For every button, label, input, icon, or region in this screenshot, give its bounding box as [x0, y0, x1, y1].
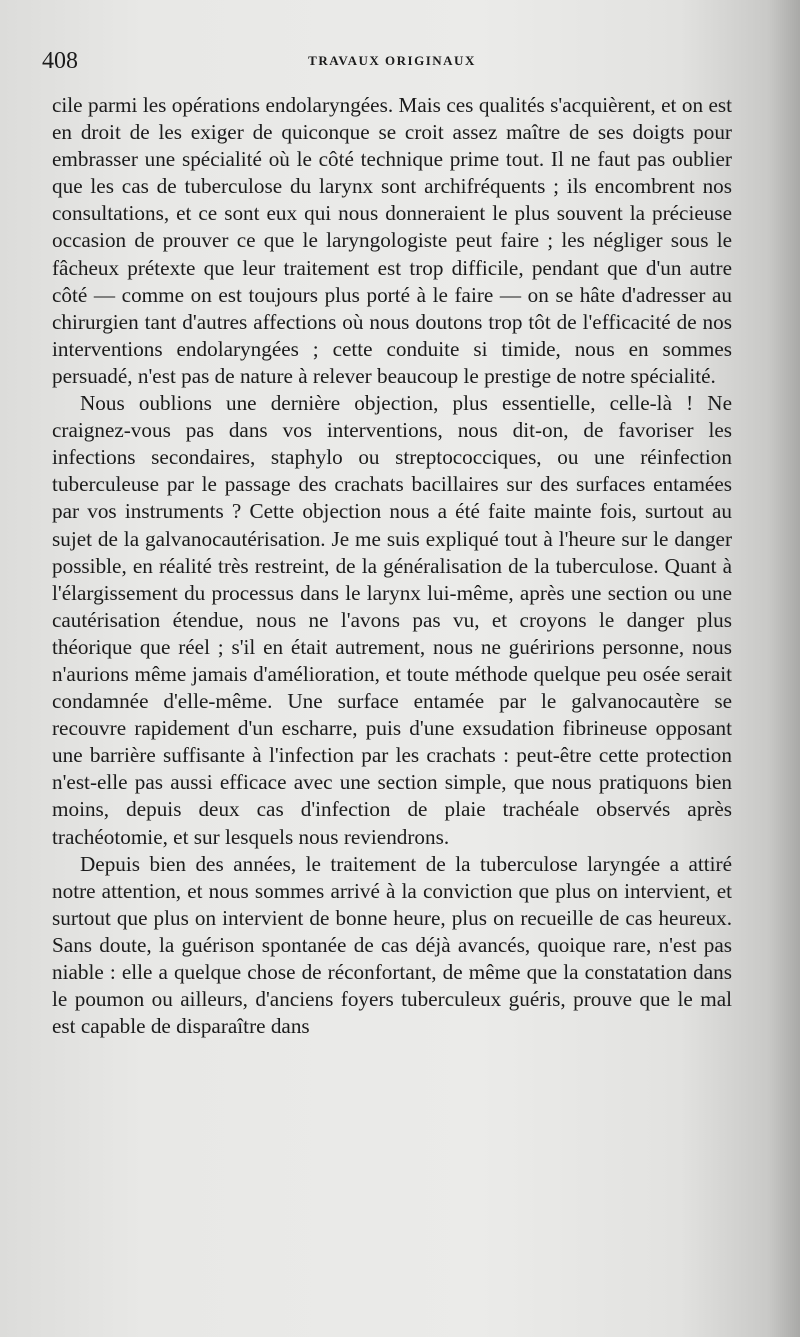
- paragraph-continuation: cile parmi les opérations endolaryngées. Mais ces qualités s'acquièrent, et on est en droit de les exiger de quiconque se croit assez maître de ses doigts pour embrasser une spécialité où le côté technique prime tout. Il ne faut pas oublier que les cas de tuberculose du larynx sont archifréquents ; ils encombrent nos consultations, et ce sont eux qui nous donneraient le plus souvent la précieuse occasion de prouver ce que le laryngologiste peut faire ; les négliger sous le fâcheux prétexte que leur traitement est trop difficile, pendant que d'un autre côté — comme on est toujours plus porté à le faire — on se hâte d'adresser au chirurgien tant d'autres affections où nous doutons trop tôt de l'efficacité de nos interventions endolaryngées ; cette conduite si timide, nous en sommes persuadé, n'est pas de nature à relever beaucoup le prestige de notre spécialité.: [52, 93, 732, 388]
- page-number: 408: [42, 48, 78, 74]
- running-head: TRAVAUX ORIGINAUX: [308, 53, 476, 68]
- body-text: [52, 92, 732, 1040]
- paragraph-treatment: Depuis bien des années, le traitement de la tuberculose laryngée a attiré notre attention, et nous sommes arrivé à la conviction que plus on intervient, et surtout que plus on intervient de bonne heure, plus on recueille de cas heureux. Sans doute, la guérison spontanée de cas déjà avancés, quoique rare, n'est pas niable : elle a quelque chose de réconfortant, de même que la constatation dans le poumon ou ailleurs, d'anciens foyers tuberculeux guéris, prouve que le mal est capable de disparaître dans: [52, 851, 732, 1039]
- page-header: [42, 46, 742, 76]
- paragraph-objection: Nous oublions une dernière objection, plus essentielle, celle-là ! Ne craignez-vous pas dans vos interventions, nous dit-on, de favoriser les infections secondaires, staphylo ou streptococciques, ou une réinfection tuberculeuse par le passage des crachats bacillaires sur des surfaces entamées par vos instruments ? Cette objection nous a été faite mainte fois, surtout au sujet de la galvanocautérisation. Je me suis expliqué tout à l'heure sur le danger possible, en réalité très restreint, de la généralisation de la tuberculose. Quant à l'élargissement du processus dans le larynx lui-même, après une section ou une cautérisation étendue, nous ne l'avons pas vu, et croyons le danger plus théorique que réel ; s'il en était autrement, nous ne guéririons personne, nous n'aurions même jamais d'amélioration, et toute méthode quelque peu osée serait condamnée d'elle-même. Une surface entamée par le galvanocautère se recouvre rapidement d'un escharre, puis d'une exsudation fibrineuse opposant une barrière suffisante à l'infection par les crachats : peut-être cette protection n'est-elle pas aussi efficace avec une section simple, que nous pratiquons bien moins, depuis deux cas d'infection de plaie trachéale observés après trachéotomie, et sur lesquels nous reviendrons.: [52, 391, 732, 849]
